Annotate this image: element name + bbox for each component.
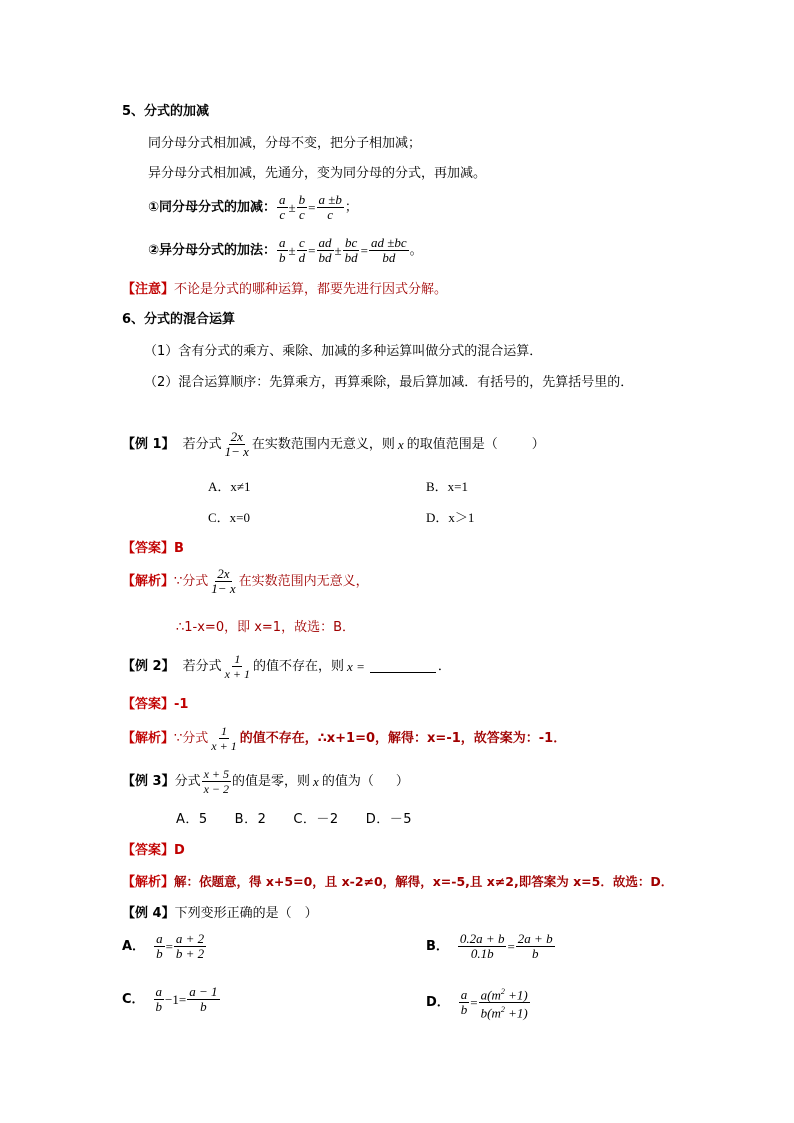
example1-post: 在实数范围内无意义，则 (251, 436, 395, 452)
example3-options: A．5 B．2 C．－2 D．－5 (176, 812, 412, 827)
example1-explanation-line2: ∴1-x=0，即 x=1，故选：B． (176, 620, 355, 635)
example3-stem (122, 767, 409, 796)
example2-pre: 若分式 (182, 658, 222, 674)
example1-explanation-tag: 【解析】 (122, 573, 175, 589)
example3-answer-value: D (174, 843, 185, 858)
example2-var: x = (347, 658, 365, 674)
example4-option-a: A． $\frac{a}{b}$ = $\frac{a + 2}{b + 2}$ (122, 931, 205, 961)
example2-answer-value: -1 (174, 697, 189, 712)
example4-option-d-label: D． (426, 994, 450, 1010)
example2-stem (122, 652, 451, 681)
rule2-formula: ②异分母分式的加法： $\frac{a}{b}$ ± $\frac{c}{d}$ = $\frac{ad}{bd}$ ± $\frac{bc}{bd}$ = $\frac{ad \pm bc}{bd}$ 。 (148, 235, 423, 265)
rule1-tail: ； (344, 199, 358, 215)
example3-tag: 【例 3】 (122, 773, 175, 789)
section5-heading: 5、分式的加减 (122, 104, 210, 119)
section6-item2: （2）混合运算顺序：先算乘方，再算乘除，最后算加减．有括号的，先算括号里的． (144, 375, 634, 390)
example1-explanation: 【解析】 ∵分式 $\frac{2x}{1- x}$ 在实数范围内无意义， (122, 566, 369, 596)
example2-explanation-post: 的值不存在，∴x+1=0，解得：x=-1，故答案为：-1． (239, 730, 567, 746)
example3-frac-den: x − 2 (203, 782, 230, 796)
example1-answer (122, 541, 184, 557)
example2-frac-num: 1 (234, 652, 241, 666)
example1-explanation-post: 在实数范围内无意义， (238, 573, 369, 589)
example4-option-b-label: B． (426, 938, 449, 954)
note-tag: 【注意】 (122, 282, 175, 297)
example1-option-b: B．x=1 (426, 479, 469, 494)
rule2-label: ②异分母分式的加法： (148, 242, 277, 258)
example1-close: ） (531, 436, 545, 452)
example2-answer-tag: 【答案】 (122, 697, 175, 712)
example3-var: x (313, 773, 319, 789)
example3-post2: 的值为（ (321, 773, 374, 789)
example3-frac-num: x + 5 (203, 767, 230, 781)
example4-option-b: B． $\frac{0.2a + b}{0.1b}$ = $\frac{2a + b}{b}$ (426, 931, 553, 961)
example1-var: x (397, 436, 404, 452)
note-line (122, 282, 447, 298)
example3-explanation (122, 874, 673, 891)
example2-frac-den: x + 1 (224, 667, 251, 681)
example4-option-d: D． $\frac{a}{b}$ = $\frac{a(m^2 +1)}{b(m^2 +1)}$ (426, 987, 528, 1021)
example2-end: ． (437, 658, 451, 674)
rule1-formula: ①同分母分式的加减： $\frac{a}{c}$ ± $\frac{b}{c}$ = $\frac{a \pm b}{c}$ ； (148, 192, 358, 222)
example1-frac-den: 1− x (224, 444, 249, 459)
example4-option-c: C． $\frac{a}{b}$ −1= $\frac{a - 1}{b}$ (122, 984, 218, 1014)
example1-explanation-pre: ∵分式 (174, 573, 209, 589)
section5-line2: 异分母分式相加减，先通分，变为同分母的分式，再加减。 (148, 166, 487, 181)
example1-answer-tag: 【答案】 (122, 541, 175, 556)
section5-line1: 同分母分式相加减，分母不变，把分子相加减； (148, 136, 422, 151)
example1-tag: 【例 1】 (122, 436, 175, 452)
example3-pre: 分式 (174, 773, 201, 789)
example1-post2: 的取值范围是（ (406, 436, 498, 452)
example3-post: 的值是零，则 (232, 773, 311, 789)
example2-answer-blank[interactable] (370, 660, 436, 673)
example3-close: ） (395, 773, 409, 789)
example2-post: 的值不存在，则 (253, 658, 345, 674)
example1-stem (122, 430, 545, 459)
section6-item1: （1）含有分式的乘方、乘除、加减的多种运算叫做分式的混合运算． (144, 344, 543, 359)
example4-option-c-label: C． (122, 991, 145, 1007)
example4-stem-text: 下列变形正确的是（ ） (174, 906, 318, 921)
example3-explanation-text: 解：依题意，得 x+5=0，且 x-2≠0，解得，x=-5,且 x≠2,即答案为 x=5．故选：D． (174, 874, 674, 889)
example1-answer-value: B (174, 541, 184, 556)
example1-option-a: A．x≠1 (208, 479, 251, 494)
note-text: 不论是分式的哪种运算，都要先进行因式分解。 (174, 282, 448, 297)
example1-option-c: C．x=0 (208, 510, 251, 525)
example3-explanation-tag: 【解析】 (122, 875, 175, 890)
example4-tag: 【例 4】 (122, 906, 175, 921)
example4-stem (122, 906, 318, 922)
example2-answer (122, 697, 188, 713)
example1-option-d: D．x＞1 (426, 510, 475, 525)
example4-option-a-label: A． (122, 938, 146, 954)
example1-pre: 若分式 (182, 436, 222, 452)
rule2-tail: 。 (409, 242, 423, 258)
example2-tag: 【例 2】 (122, 658, 175, 674)
example3-answer-tag: 【答案】 (122, 843, 175, 858)
example3-answer (122, 843, 185, 859)
example1-frac-num: 2x (230, 429, 243, 444)
example2-explanation-tag: 【解析】 (122, 730, 175, 746)
section6-heading: 6、分式的混合运算 (122, 312, 236, 327)
example2-explanation-pre: ∵分式 (174, 730, 209, 746)
example2-explanation: 【解析】 ∵分式 $\frac{1}{x + 1}$ 的值不存在，∴x+1=0，解得：x=-1，故答案为：-1． (122, 724, 567, 753)
rule1-label: ①同分母分式的加减： (148, 199, 277, 215)
